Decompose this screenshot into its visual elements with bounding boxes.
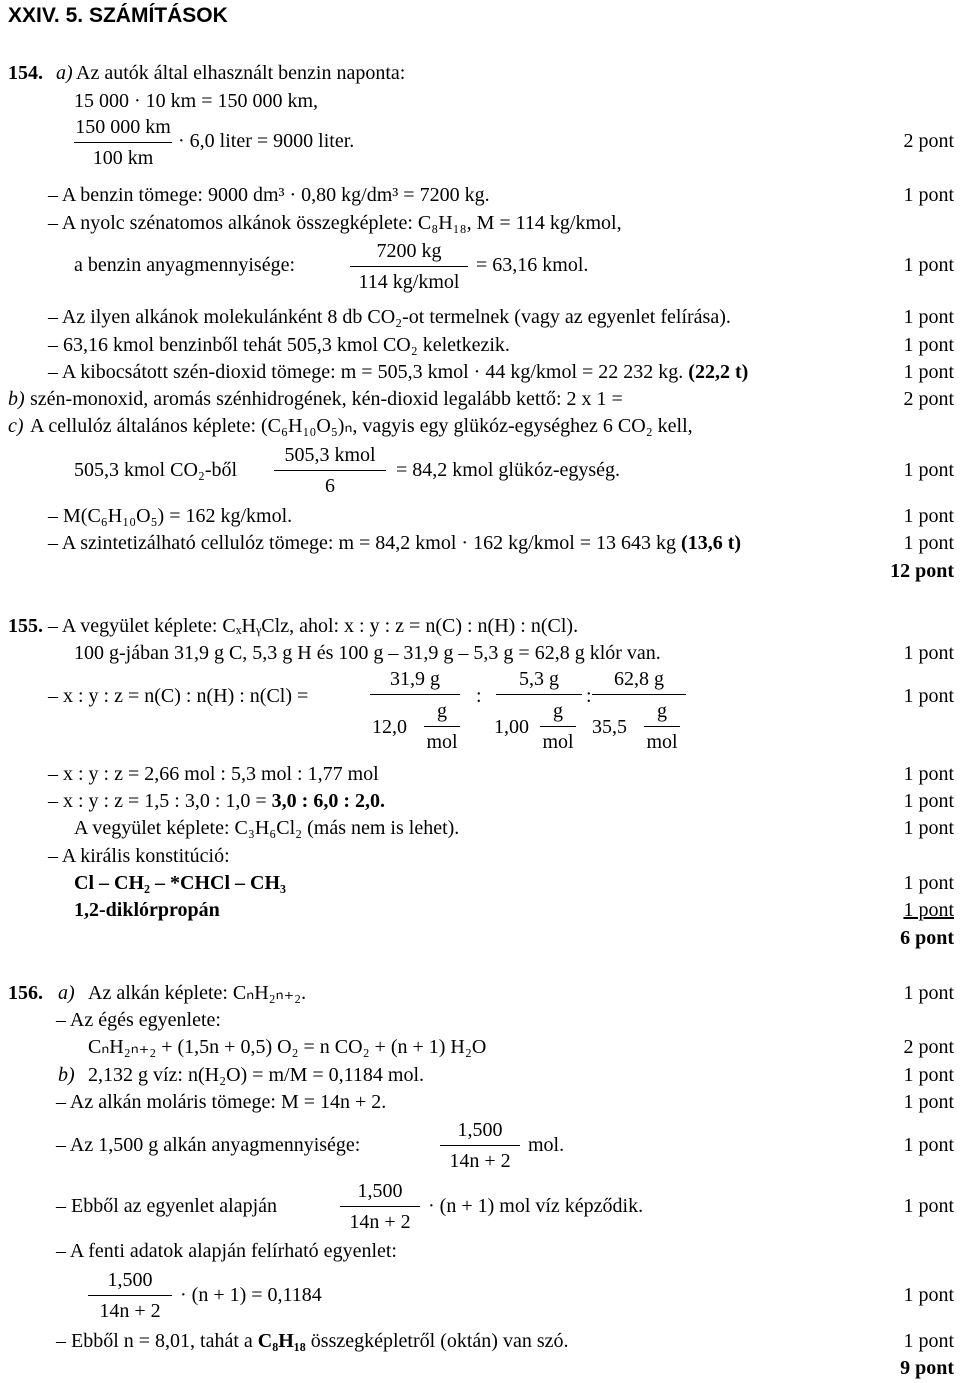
text-line: – Az alkán moláris tömege: M = 14n + 2. xyxy=(56,1091,387,1113)
score: 1 pont xyxy=(903,1284,954,1306)
bold-result: (22,2 t) xyxy=(688,361,749,383)
bold-result: 3,0 : 6,0 : 2,0. xyxy=(271,790,385,812)
text-line: – Az 1,500 g alkán anyagmennyisége: xyxy=(56,1134,361,1156)
score: 1 pont xyxy=(903,899,954,921)
ratio-colon: : xyxy=(586,685,592,707)
text: összegképletről (oktán) van szó. xyxy=(310,1330,569,1352)
fraction-numerator: 1,500 xyxy=(457,1119,503,1141)
fraction-bar xyxy=(350,266,468,267)
fraction-numerator: 62,8 g xyxy=(614,668,664,690)
part-a-label: a) xyxy=(58,982,75,1004)
text-line: – Az ilyen alkánok molekulánként 8 db CO₂-ot termelnek (vagy az egyenlet felírása). xyxy=(48,306,731,328)
score: 1 pont xyxy=(903,1064,954,1086)
fraction-bar xyxy=(592,694,686,695)
part-b-label: b) xyxy=(58,1064,75,1086)
score: 1 pont xyxy=(903,790,954,812)
bold-formula: C₈H₁₈ xyxy=(257,1330,306,1352)
score: 1 pont xyxy=(903,532,954,554)
text-line: szén-monoxid, aromás szénhidrogének, kén-dioxid legalább kettő: 2 x 1 = xyxy=(30,388,623,410)
score: 1 pont xyxy=(903,817,954,839)
text: – A szintetizálható cellulóz tömege: m = 84,2 kmol · 162 kg/kmol = 13 643 kg xyxy=(48,532,677,554)
fraction-bar xyxy=(644,726,680,727)
text-line: – A királis konstitúció: xyxy=(48,845,230,867)
text-line xyxy=(48,532,741,554)
unit-fraction xyxy=(424,700,460,753)
fraction-bar xyxy=(440,1145,520,1146)
score: 1 pont xyxy=(903,685,954,707)
part-c-label: c) xyxy=(8,415,24,437)
fraction-denominator: 14n + 2 xyxy=(99,1300,161,1322)
text-line: – Ebből az egyenlet alapján xyxy=(56,1195,278,1217)
fraction-denominator: 100 km xyxy=(92,147,154,169)
fraction-chlorine xyxy=(592,668,686,699)
text-line: A vegyület képlete: C₃H₆Cl₂ (más nem is lehet). xyxy=(74,817,460,839)
fraction-numerator: 31,9 g xyxy=(390,668,440,690)
text-line: Az autók által elhasznált benzin naponta: xyxy=(76,62,406,84)
score: 1 pont xyxy=(903,1091,954,1113)
text-line: – A benzin tömege: 9000 dm³ · 0,80 kg/dm³ = 7200 kg. xyxy=(48,184,490,206)
score: 1 pont xyxy=(903,763,954,785)
fraction-numerator: 505,3 kmol xyxy=(284,444,376,466)
score: 1 pont xyxy=(903,334,954,356)
score: 1 pont xyxy=(903,505,954,527)
score: 2 pont xyxy=(903,388,954,410)
text-line: · 6,0 liter = 9000 liter. xyxy=(178,130,355,152)
score: 1 pont xyxy=(903,1330,954,1352)
fraction-denominator: 6 xyxy=(325,475,335,497)
molar-mass: 1,00 xyxy=(494,716,529,738)
score: 2 pont xyxy=(903,1036,954,1058)
text-line: – M(C₆H₁₀O₅) = 162 kg/kmol. xyxy=(48,505,293,527)
text-line: Az alkán képlete: CₙH₂ₙ₊₂. xyxy=(88,982,307,1004)
problem-156-number: 156. xyxy=(8,982,43,1004)
text-line: · (n + 1) mol víz képződik. xyxy=(428,1195,644,1217)
fraction-bar xyxy=(274,470,386,471)
text-line: = 63,16 kmol. xyxy=(476,254,589,276)
fraction-bar xyxy=(540,726,576,727)
part-b-label: b) xyxy=(8,388,25,410)
text-line: – 63,16 kmol benzinből tehát 505,3 kmol CO₂ keletkezik. xyxy=(48,334,510,356)
text-line: – A nyolc szénatomos alkánok összegképlete: C₈H₁₈, M = 114 kg/kmol, xyxy=(48,212,622,234)
score: 1 pont xyxy=(903,642,954,664)
fraction-bar xyxy=(74,142,172,143)
structural-formula: Cl – CH₂ – *CHCl – CH₃ xyxy=(74,872,286,894)
score: 1 pont xyxy=(903,459,954,481)
score: 1 pont xyxy=(903,982,954,1004)
fraction-bar xyxy=(370,694,460,695)
text-line: 15 000 · 10 km = 150 000 km, xyxy=(74,90,319,112)
fraction-bar xyxy=(340,1206,420,1207)
fraction-numerator: 1,500 xyxy=(107,1269,153,1291)
text-line: – x : y : z = n(C) : n(H) : n(Cl) = xyxy=(48,685,309,707)
fraction xyxy=(88,1269,172,1322)
text-line: 505,3 kmol CO₂-ből xyxy=(74,459,238,481)
text-line: = 84,2 kmol glükóz-egység. xyxy=(396,459,621,481)
fraction-numerator: 1,500 xyxy=(357,1180,403,1202)
fraction xyxy=(274,444,386,497)
unit-denominator: mol xyxy=(542,731,574,753)
total-score: 9 pont xyxy=(900,1357,954,1379)
fraction xyxy=(74,116,172,169)
problem-155-number: 155. xyxy=(8,615,43,637)
text-line: a benzin anyagmennyisége: xyxy=(74,254,296,276)
fraction-bar xyxy=(88,1295,172,1296)
fraction-denominator: 14n + 2 xyxy=(349,1211,411,1233)
text-line: – x : y : z = 2,66 mol : 5,3 mol : 1,77 mol xyxy=(48,763,379,785)
unit-denominator: mol xyxy=(426,731,458,753)
molar-mass: 35,5 xyxy=(592,716,627,738)
text-line xyxy=(48,361,748,383)
unit-fraction xyxy=(540,700,576,753)
unit-numerator: g xyxy=(437,700,447,722)
fraction-bar xyxy=(496,694,582,695)
total-score: 6 pont xyxy=(900,927,954,949)
score: 1 pont xyxy=(903,184,954,206)
text: – A kibocsátott szén-dioxid tömege: m = 505,3 kmol · 44 kg/kmol = 22 232 kg. xyxy=(48,361,684,383)
ratio-colon: : xyxy=(476,685,482,707)
text: – x : y : z = 1,5 : 3,0 : 1,0 = xyxy=(48,790,267,812)
unit-denominator: mol xyxy=(646,731,678,753)
equation: · (n + 1) = 0,1184 xyxy=(180,1284,322,1306)
part-a-label: a) xyxy=(56,62,73,84)
text-line: – A vegyület képlete: CₓHᵧClz, ahol: x : y : z = n(C) : n(H) : n(Cl). xyxy=(48,615,579,637)
unit-fraction xyxy=(644,700,680,753)
score: 1 pont xyxy=(903,361,954,383)
fraction-hydrogen xyxy=(496,668,582,699)
molar-mass: 12,0 xyxy=(372,716,407,738)
score: 2 pont xyxy=(903,130,954,152)
text-line: A cellulóz általános képlete: (C₆H₁₀O₅)ₙ, vagyis egy glükóz-egységhez 6 CO₂ kell, xyxy=(30,415,693,437)
compound-name: 1,2-diklórpropán xyxy=(74,899,220,921)
unit-numerator: g xyxy=(553,700,563,722)
fraction-numerator: 5,3 g xyxy=(519,668,559,690)
score: 1 pont xyxy=(903,306,954,328)
score: 1 pont xyxy=(903,872,954,894)
text-line: – Az égés egyenlete: xyxy=(56,1009,221,1031)
fraction-numerator: 150 000 km xyxy=(75,116,171,138)
fraction-bar xyxy=(424,726,460,727)
fraction xyxy=(440,1119,520,1172)
problem-154-number: 154. xyxy=(8,62,43,84)
text-line: – A fenti adatok alapján felírható egyenlet: xyxy=(56,1240,397,1262)
fraction-carbon xyxy=(370,668,460,699)
unit-numerator: g xyxy=(657,700,667,722)
fraction-denominator: 14n + 2 xyxy=(449,1150,511,1172)
fraction xyxy=(340,1180,420,1233)
fraction-numerator: 7200 kg xyxy=(376,240,442,262)
text-line xyxy=(56,1330,569,1352)
page-header: XXIV. 5. SZÁMÍTÁSOK xyxy=(8,4,228,27)
text-line xyxy=(48,790,385,812)
fraction-denominator: 114 kg/kmol xyxy=(358,271,460,293)
score: 1 pont xyxy=(903,254,954,276)
score: 1 pont xyxy=(903,1134,954,1156)
equation: CₙH₂ₙ₊₂ + (1,5n + 0,5) O₂ = n CO₂ + (n + 1) H₂O xyxy=(88,1036,487,1058)
score: 1 pont xyxy=(903,1195,954,1217)
total-score: 12 pont xyxy=(890,560,954,582)
text-line: mol. xyxy=(528,1134,565,1156)
fraction xyxy=(350,240,468,293)
text-line: 2,132 g víz: n(H₂O) = m/M = 0,1184 mol. xyxy=(88,1064,424,1086)
bold-result: (13,6 t) xyxy=(681,532,742,554)
text: – Ebből n = 8,01, tahát a xyxy=(56,1330,253,1352)
text-line: 100 g-jában 31,9 g C, 5,3 g H és 100 g – 31,9 g – 5,3 g = 62,8 g klór van. xyxy=(74,642,661,664)
